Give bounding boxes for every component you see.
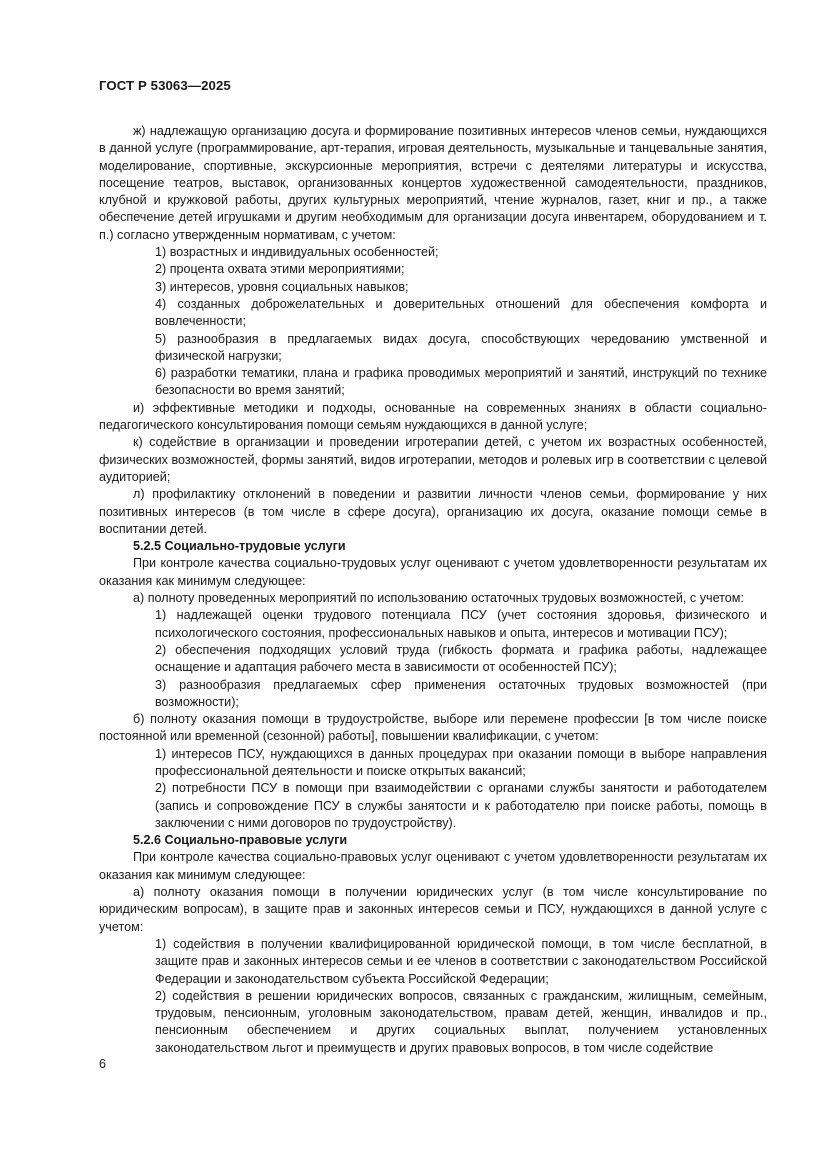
list-item: 4) созданных доброжелательных и доверительных отношений для обеспечения комфорта и вовлеченности; bbox=[155, 296, 767, 329]
section-heading: 5.2.6 Социально-правовые услуги bbox=[133, 833, 348, 848]
section-heading: 5.2.5 Социально-трудовые услуги bbox=[133, 539, 346, 554]
paragraph: При контроле качества социально-правовых услуг оценивают с учетом удовлетворенности результатам их оказания как минимум следующее: bbox=[99, 850, 767, 882]
list-item: 1) возрастных и индивидуальных особенностей; bbox=[155, 245, 439, 260]
document-body bbox=[99, 123, 767, 1057]
paragraph: б) полноту оказания помощи в трудоустройстве, выборе или перемене профессии [в том числе поиске постоянной или временной (сезонной) работы], повышении квалификации, с учетом: bbox=[99, 712, 767, 744]
paragraph: ж) надлежащую организацию досуга и формирование позитивных интересов членов семьи, нуждающихся в данной услуге (программирование, арт-терапия, игровая деятельность, музыкальные и танцевальные занятия, моделирование, спортивные, экскурсионные мероприятия, встречи с деятелями литературы и искусства, посещение театров, выставок, организованных концертов художественной самодеятельности, праздников, клубной и кружковой работы, других культурных мероприятий, чтение журналов, газет, книг и пр., а также обеспечение детей игрушками и другим необходимым для организации досуга инвентарем, оборудованием и т. п.) согласно утвержденным нормативам, с учетом: bbox=[99, 124, 767, 242]
list-item: 3) разнообразия предлагаемых сфер применения остаточных трудовых возможностей (при возможности); bbox=[155, 677, 767, 709]
list-item: 2) потребности ПСУ в помощи при взаимодействии с органами службы занятости и работодателем (запись и сопровождение ПСУ в службы занятости и к работодателю при поиске работы, помощь в заключении с ними договоров по трудоустройству). bbox=[155, 781, 767, 830]
list-item: 2) обеспечения подходящих условий труда (гибкость формата и графика работы, надлежащее оснащение и адаптация рабочего места в зависимости от особенностей ПСУ); bbox=[155, 642, 767, 675]
paragraph: При контроле качества социально-трудовых услуг оценивают с учетом удовлетворенности результатам их оказания как минимум следующее: bbox=[99, 556, 767, 588]
paragraph: и) эффективные методики и подходы, основанные на современных знаниях в области социально-педагогического консультирования помощи семьям нуждающихся в данной услуге; bbox=[99, 400, 767, 433]
paragraph: к) содействие в организации и проведении игротерапии детей, с учетом их возрастных особенностей, физических возможностей, формы занятий, видов игротерапии, методов и ролевых игр в соответствии с целевой аудиторией; bbox=[99, 435, 767, 484]
list-item: 2) содействия в решении юридических вопросов, связанных с гражданским, жилищным, семейным, трудовым, пенсионным, уголовным законодательством, правам детей, женщин, инвалидов и пр., пенсионным обеспечением и других социальных выплат, получением установленных законодательством льгот и преимуществ и других правовых вопросов, в том числе содействие bbox=[155, 988, 767, 1055]
list-item: 1) содействия в получении квалифицированной юридической помощи, в том числе бесплатной, в защите прав и законных интересов семьи и ее членов в соответствии с законодательством Российской Федерации и законодательством субъекта Российской Федерации; bbox=[155, 936, 767, 986]
paragraph: а) полноту проведенных мероприятий по использованию остаточных трудовых возможностей, с учетом: bbox=[133, 591, 744, 606]
list-item: 1) интересов ПСУ, нуждающихся в данных процедурах при оказании помощи в выборе направления профессиональной деятельности и поиске открытых вакансий; bbox=[155, 746, 767, 778]
page-number: 6 bbox=[99, 1057, 107, 1071]
list-item: 2) процента охвата этими мероприятиями; bbox=[155, 262, 405, 277]
standard-header: ГОСТ Р 53063—2025 bbox=[99, 78, 231, 93]
paragraph: л) профилактику отклонений в поведении и развитии личности членов семьи, формирование у них позитивных интересов (в том числе в сфере досуга), организацию их досуга, оказание помощи семье в воспитании детей. bbox=[99, 487, 767, 536]
list-item: 5) разнообразия в предлагаемых видах досуга, способствующих чередованию умственной и физической нагрузки; bbox=[155, 331, 767, 363]
list-item: 6) разработки тематики, плана и графика проводимых мероприятий и занятий, инструкций по технике безопасности во время занятий; bbox=[155, 366, 767, 398]
paragraph: а) полноту оказания помощи в получении юридических услуг (в том числе консультирование по юридическим вопросам), в защите прав и законных интересов семьи и ПСУ, нуждающихся в данной услуге с учетом: bbox=[99, 885, 767, 934]
list-item: 1) надлежащей оценки трудового потенциала ПСУ (учет состояния здоровья, физического и психологического состояния, профессиональных навыков и опыта, интересов и мотивации ПСУ); bbox=[155, 608, 767, 640]
list-item: 3) интересов, уровня социальных навыков; bbox=[155, 279, 409, 294]
